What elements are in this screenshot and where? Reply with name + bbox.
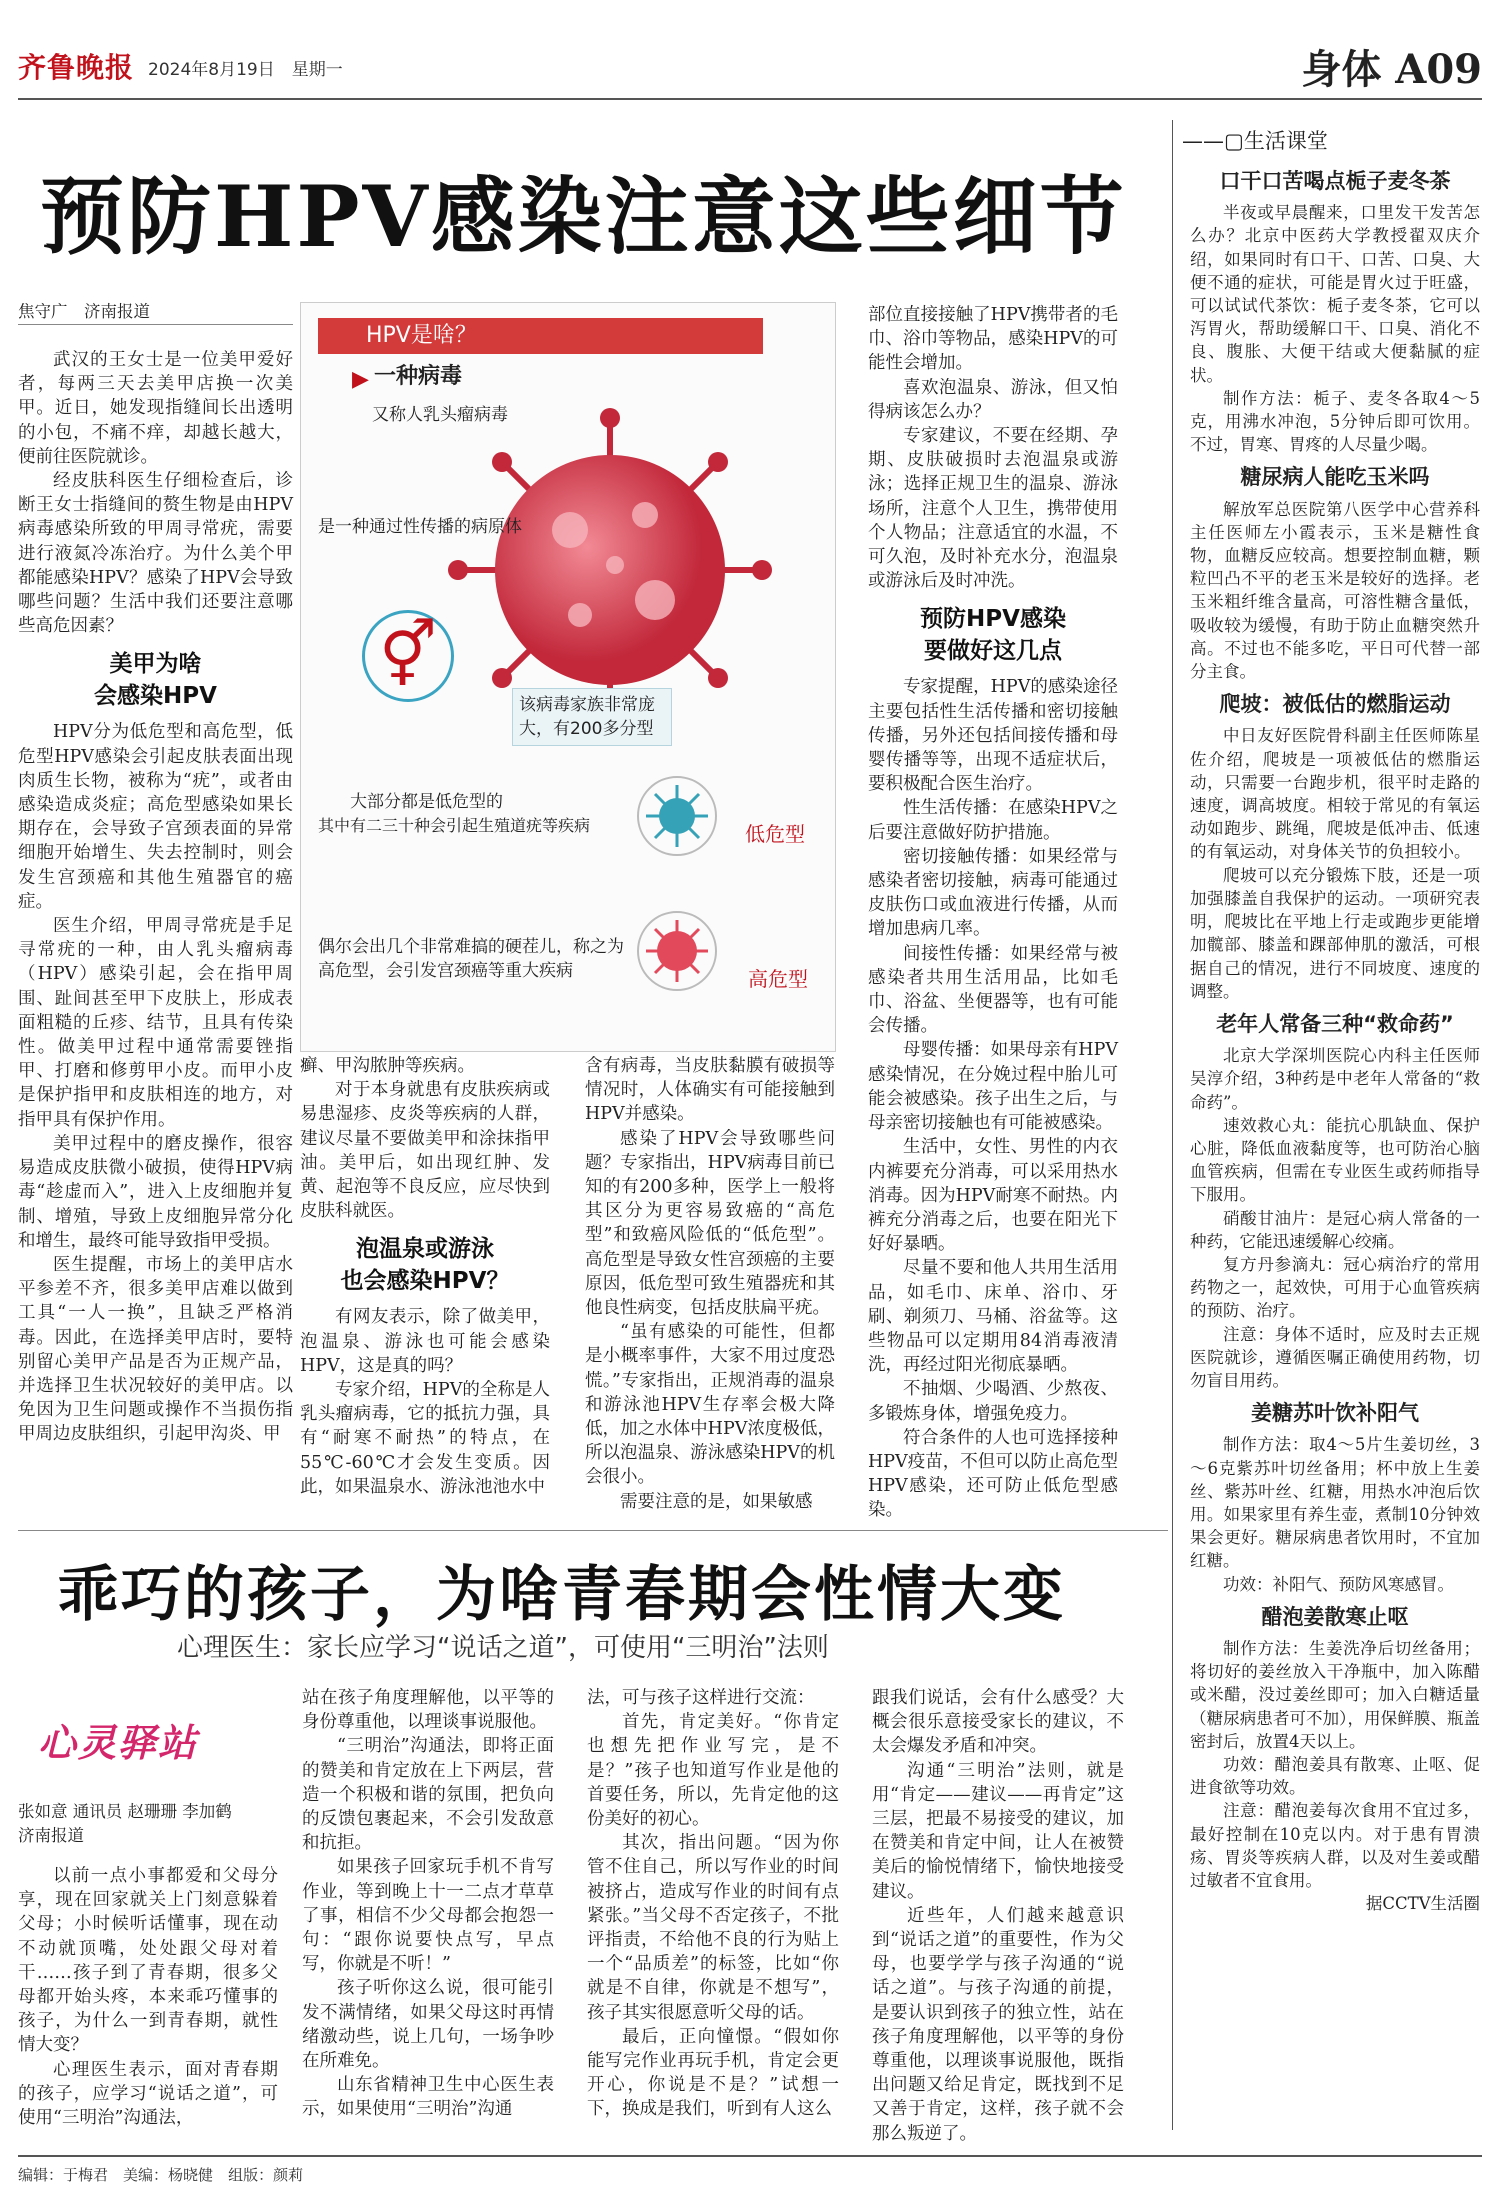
- paragraph: 含有病毒，当皮肤黏膜有破损等情况时，人体确实有可能接触到HPV并感染。: [585, 1056, 835, 1125]
- paragraph: 制作方法：生姜洗净后切丝备用；将切好的姜丝放入干净瓶中，加入陈醋或米醋，没过姜丝即可；加入白糖适量（糖尿病患者可不加），用保鲜膜、瓶盖密封后，放置4天以上。: [1190, 1638, 1480, 1751]
- date: 2024年8月19日: [148, 60, 275, 80]
- infographic-line2: 又称人乳头瘤病毒: [372, 405, 508, 425]
- article1-col4: [868, 303, 1118, 1521]
- sidebar-title: 姜糖苏叶饮补阳气: [1251, 1401, 1419, 1426]
- paragraph: 站在孩子角度理解他，以平等的身份尊重他，以理谈事说服他。: [302, 1688, 554, 1733]
- paragraph: 间接性传播：如果经常与被感染者共用生活用品，比如毛巾、浴盆、坐便器等，也有可能会传播。: [868, 943, 1118, 1037]
- high-risk-label: 高危型: [748, 967, 808, 991]
- paragraph: 解放军总医院第八医学中心营养科主任医师左小霞表示，玉米是糖性食物，血糖反应较高。想要控制血糖，颗粒凹凸不平的老玉米是较好的选择。老玉米粗纤维含量高，可溶性糖含量低，吸收较为缓慢，有助于防止血糖突然升高。不过也不能多吃，平日可代替一部分主食。: [1190, 499, 1480, 682]
- byline-article1: 焦守广 济南报道: [18, 300, 293, 325]
- sidebar-title: 老年人常备三种“救命药”: [1216, 1011, 1454, 1036]
- paragraph: 部位直接接触了HPV携带者的毛巾、浴巾等物品，感染HPV的可能性会增加。: [868, 305, 1118, 374]
- paragraph: 爬坡可以充分锻炼下肢，还是一项加强膝盖自我保护的运动。一项研究表明，爬坡比在平地上行走或跑步更能增加髋部、膝盖和踝部伸肌的激活，可根据自己的情况，进行不同坡度、速度的调整。: [1190, 865, 1480, 1001]
- paragraph: 复方丹参滴丸：冠心病治疗的常用药物之一，起效快，可用于心血管疾病的预防、治疗。: [1190, 1254, 1480, 1321]
- paragraph: 注意：身体不适时，应及时去正规医院就诊，遵循医嘱正确使用药物，切勿盲目用药。: [1190, 1324, 1480, 1390]
- paragraph: 近些年，人们越来越意识到“说话之道”的重要性，作为父母，也要学学与孩子沟通的“说话之道”。与孩子沟通的前提，是要认识到孩子的独立性，站在孩子角度理解他，以平等的身份尊重他，以理谈事说服他，既指出问题又给足肯定，既找到不足又善于肯定，这样，孩子就不会那么叛逆了。: [872, 1905, 1124, 2144]
- paragraph: 速效救心丸：能抗心肌缺血、保护心脏，降低血液黏度等，也可防治心脑血管疾病，但需在专业医生或药师指导下服用。: [1190, 1115, 1480, 1205]
- paragraph: 医生介绍，甲周寻常疣是手足寻常疣的一种，由人乳头瘤病毒（HPV）感染引起，会在指甲周围、趾间甚至甲下皮肤上，形成表面粗糙的丘疹、结节，且具有传染性。做美甲过程中通常需要锉指甲、打磨和修剪甲小皮。而甲小皮是保护指甲和皮肤相连的地方，对指甲具有保护作用。: [18, 916, 293, 1130]
- paragraph: 医生提醒，市场上的美甲店水平参差不齐，很多美甲店难以做到工具“一人一换”，且缺乏严格消毒。因此，在选择美甲店时，要特别留心美甲产品是否为正规产品，并选择卫生状况较好的美甲店。以免因为卫生问题或操作不当损伤指甲周边皮肤组织，引起甲沟炎、甲: [18, 1254, 293, 1445]
- infographic-line7: 偶尔会出几个非常难搞的硬茬儿，称之为高危型，会引发宫颈癌等重大疾病: [318, 937, 624, 981]
- infographic-line1: 一种病毒: [374, 364, 463, 389]
- infographic-title: HPV是啥？: [318, 318, 763, 354]
- sidebar-column-name: ——▢生活课堂: [1182, 129, 1328, 153]
- paragraph: 首先，肯定美好。“你肯定也想先把作业写完，是不是？”孩子也知道写作业是他的首要任务，所以，先肯定他的这份美好的初心。: [587, 1712, 839, 1830]
- paragraph: 符合条件的人也可选择接种HPV疫苗，不但可以防止高危型HPV感染，还可防止低危型感染。: [868, 1427, 1118, 1521]
- paragraph: “三明治”沟通法，即将正面的赞美和肯定放在上下两层，营造一个积极和谐的氛围，把负向的反馈包裹起来，不会引发敌意和抗拒。: [302, 1736, 554, 1854]
- paragraph: 功效：醋泡姜具有散寒、止呕、促进食欲等功效。: [1190, 1755, 1480, 1798]
- paragraph: 专家建议，不要在经期、孕期、皮肤破损时去泡温泉或游泳；选择正规卫生的温泉、游泳场所，注意个人卫生，携带使用个人物品；注意适宜的水温，不可久泡，及时补充水分，泡温泉或游泳后及时冲洗。: [868, 426, 1118, 592]
- paragraph: 有网友表示，除了做美甲，泡温泉、游泳也可能会感染HPV，这是真的吗？: [300, 1307, 550, 1376]
- sidebar-title: 爬坡：被低估的燃脂运动: [1219, 692, 1451, 717]
- subhead-teen: 心理医生：家长应学习“说话之道”，可使用“三明治”法则: [177, 1633, 829, 1663]
- article-separator: [18, 1530, 1168, 1531]
- paragraph: 跟我们说话，会有什么感受？大概会很乐意接受家长的建议，不太会爆发矛盾和冲突。: [872, 1688, 1124, 1757]
- book-icon: ▢: [1224, 129, 1244, 153]
- paragraph: 注意：醋泡姜每次食用不宜过多，最好控制在10克以内。对于患有胃溃疡、胃炎等疾病人群，以及对生姜或醋过敏者不宜食用。: [1190, 1801, 1480, 1891]
- sidebar-title: 口干口苦喝点栀子麦冬茶: [1219, 169, 1451, 193]
- paragraph: 不抽烟、少喝酒、少熬夜、多锻炼身体，增强免疫力。: [868, 1379, 1118, 1424]
- paragraph: 其次，指出问题。“因为你管不住自己，所以写作业的时间被挤占，造成写作业的时间有点紧张。”当父母不否定孩子，不批评指责，不给他不良的行为贴上一个“品质差”的标签，比如“你就是不自律，你就是不想写”，孩子其实很愿意听父母的话。: [587, 1833, 839, 2023]
- paragraph: 最后，正向憧憬。“假如你能写完作业再玩手机，肯定会更开心，你说是不是？”试想一下，换成是我们，听到有人这么: [587, 2026, 839, 2120]
- infographic-line4: 该病毒家族非常庞大，有200多分型: [512, 688, 672, 746]
- gender-icon: ⚥: [362, 610, 454, 702]
- paragraph: 功效：补阳气、预防风寒感冒。: [1223, 1574, 1454, 1594]
- date-line: [148, 55, 343, 80]
- paragraph: 专家提醒，HPV的感染途径主要包括性生活传播和密切接触传播，另外还包括间接传播和母婴传播等等，出现不适症状后，要积极配合医生治疗。: [868, 677, 1118, 795]
- sidebar-title: 糖尿病人能吃玉米吗: [1240, 465, 1430, 490]
- headline-teen: 乖巧的孩子，为啥青春期会性情大变: [58, 1560, 1066, 1630]
- article2-col1: [18, 1864, 278, 2144]
- paragraph: 北京大学深圳医院心内科主任医师吴淳介绍，3种药是中老年人常备的“救命药”。: [1190, 1046, 1480, 1112]
- header-rule: [18, 98, 1482, 100]
- paragraph: 癣、甲沟脓肿等疾病。: [300, 1056, 475, 1076]
- paragraph: 沟通“三明治”法则，就是用“肯定——建议——再肯定”这三层，把最不易接受的建议，加在赞美和肯定中间，让人在被赞美后的愉悦情绪下，愉快地接受建议。: [872, 1760, 1124, 1902]
- paragraph: 硝酸甘油片：是冠心病人常备的一种药，它能迅速缓解心绞痛。: [1190, 1208, 1480, 1251]
- paper-logo: 齐鲁晚报: [18, 51, 135, 84]
- paragraph: 性生活传播：在感染HPV之后要注意做好防护措施。: [868, 798, 1118, 843]
- paragraph: 生活中，女性、男性的内衣内裤要充分消毒，可以采用热水消毒。因为HPV耐寒不耐热。内裤充分消毒之后，也要在阳光下好好暴晒。: [868, 1137, 1118, 1255]
- article1-col2: [300, 1054, 550, 1504]
- triangle-icon: ▶: [352, 367, 369, 392]
- column-logo: 心灵驿站: [38, 1721, 199, 1765]
- paragraph: 中日友好医院骨科副主任医师陈星佐介绍，爬坡是一项被低估的燃脂运动，只需要一台跑步机，很平时走路的速度，调高坡度。相较于常见的有氧运动如跑步、跳绳，爬坡是低冲击、低速的有氧运动，对身体关节的负担较小。: [1190, 726, 1480, 862]
- paragraph: 经皮肤科医生仔细检查后，诊断王女士指缝间的赘生物是由HPV病毒感染所致的甲周寻常疣，需要进行液氮冷冻治疗。为什么美个甲都能感染HPV？感染了HPV会导致哪些问题？生活中我们还要注意哪些高危因素？: [18, 471, 293, 637]
- paragraph: “虽有感染的可能性，但都是小概率事件，大家不用过度恐慌。”专家指出，正规消毒的温泉和游泳池HPV生存率会极大降低，加之水体中HPV浓度极低，所以泡温泉、游泳感染HPV的机会很小。: [585, 1322, 835, 1488]
- paragraph: 尽量不要和他人共用生活用品，如毛巾、床单、浴巾、牙刷、剃须刀、马桶、浴盆等。这些物品可以定期用84消毒液清洗，再经过阳光彻底暴晒。: [868, 1258, 1118, 1376]
- byline-article2: 张如意 通讯员 赵珊珊 李加鹤 济南报道: [18, 1802, 232, 1845]
- paragraph: 以前一点小事都爱和父母分享，现在回家就关上门刻意躲着父母；小时候听话懂事，现在动不动就顶嘴，处处跟父母对着干……孩子到了青春期，很多父母都开始头疼，本来乖巧懂事的孩子，为什么一到青春期，就性情大变？: [18, 1866, 278, 2056]
- paragraph: HPV分为低危型和高危型，低危型HPV感染会引起皮肤表面出现肉质生长物，被称为“疣”，或者由感染造成炎症；高危型感染如果长期存在，会导致子宫颈表面的异常细胞开始增生、失去控制时，则会发生宫颈癌和其他生殖器官的癌症。: [18, 722, 293, 912]
- sidebar-divider: [1172, 120, 1173, 2130]
- paragraph: 心理医生表示，面对青春期的孩子，应学习“说话之道”，可使用“三明治”沟通法，: [18, 2059, 278, 2129]
- subheading: 预防HPV感染 要做好这几点: [920, 606, 1066, 665]
- paragraph: 武汉的王女士是一位美甲爱好者，每两三天去美甲店换一次美甲。近日，她发现指缝间长出透明的小包，不痛不痒，却越长越大，便前往医院就诊。: [18, 350, 293, 467]
- article1-col1: [18, 348, 293, 1508]
- paragraph: 密切接触传播：如果经常与感染者密切接触，病毒可能通过皮肤伤口或血液进行传播，从而增加患病几率。: [868, 846, 1118, 940]
- credit: 据CCTV生活圈: [1365, 1894, 1480, 1914]
- paragraph: 美甲过程中的磨皮操作，很容易造成皮肤微小破损，使得HPV病毒“趁虚而入”，进入上皮细胞并复制、增殖，导致上皮细胞异常分化和增生，最终可能导致指甲受损。: [18, 1133, 293, 1251]
- paragraph: 孩子听你这么说，很可能引发不满情绪，如果父母这时再情绪激动些，说上几句，一场争吵在所难免。: [302, 1978, 554, 2072]
- article1-col3: [585, 1054, 835, 1512]
- paragraph: 制作方法：取4～5片生姜切丝，3～6克紫苏叶切丝备用；杯中放上生姜丝、紫苏叶丝、红糖，用热水冲泡后饮用。如果家里有养生壶，煮制10分钟效果会更好。糖尿病患者饮用时，不宜加红糖。: [1190, 1435, 1480, 1571]
- paragraph: 如果孩子回家玩手机不肯写作业，等到晚上十一二点才草草了事，相信不少父母都会抱怨一句：“跟你说要快点写，早点写，你就是不听！”: [302, 1857, 554, 1975]
- paragraph: 需要注意的是，如果敏感: [620, 1491, 813, 1512]
- footer-credits: 编辑：于梅君 美编：杨晓健 组版：颜莉: [18, 2166, 304, 2184]
- article2-col4: [872, 1686, 1124, 2146]
- low-risk-label: 低危型: [745, 822, 805, 846]
- subheading: 美甲为啥 会感染HPV: [94, 651, 217, 710]
- paragraph: 山东省精神卫生中心医生表示，如果使用“三明治”沟通: [302, 2075, 554, 2120]
- subheading: 泡温泉或游泳 也会感染HPV？: [340, 1236, 510, 1295]
- paragraph: 半夜或早晨醒来，口里发干发苦怎么办？北京中医药大学教授翟双庆介绍，如果同时有口干、口苦、口臭、大便不通的症状，可能是胃火过于旺盛，可以试试代茶饮：栀子麦冬茶，它可以泻胃火，帮助缓解口干、口臭、消化不良、腹胀、大便干结或大便黏腻的症状。: [1190, 203, 1480, 385]
- headline-hpv: 预防HPV感染注意这些细节: [40, 167, 1127, 266]
- sidebar-title: 醋泡姜散寒止呕: [1261, 1604, 1409, 1629]
- paragraph: 母婴传播：如果母亲有HPV感染情况，在分娩过程中胎儿可能会被感染。孩子出生之后，与母亲密切接触也有可能被感染。: [868, 1040, 1118, 1134]
- article2-col2: [302, 1686, 554, 2146]
- paragraph: 专家介绍，HPV的全称是人乳头瘤病毒，它的抵抗力强，具有“耐寒不耐热”的特点，在55℃-60℃才会发生变质。因此，如果温泉水、游泳池池水中: [300, 1380, 550, 1497]
- infographic-line3: 是一种通过性传播的病原体: [318, 517, 522, 537]
- article2-col3: [587, 1686, 839, 2146]
- paragraph: 喜欢泡温泉、游泳，但又怕得病该怎么办？: [868, 377, 1118, 422]
- infographic-line5: 大部分都是低危型的: [350, 792, 503, 812]
- footer-rule: [18, 2155, 1482, 2157]
- section-label: 身体 A09: [1301, 46, 1482, 93]
- paragraph: 对于本身就患有皮肤疾病或易患湿疹、皮炎等疾病的人群，建议尽量不要做美甲和涂抹指甲油。美甲后，如出现红肿、发黄、起泡等不良反应，应尽快到皮肤科就医。: [300, 1080, 550, 1222]
- paragraph: 感染了HPV会导致哪些问题？专家指出，HPV病毒目前已知的有200多种，医学上一般将其区分为更容易致癌的“高危型”和致癌风险低的“低危型”。高危型是导致女性宫颈癌的主要原因，低危型可致生殖器疣和其他良性病变，包括皮肤扁平疣。: [585, 1128, 835, 1319]
- paragraph: 法，可与孩子这样进行交流：: [587, 1688, 815, 1708]
- paragraph: 制作方法：栀子、麦冬各取4～5克，用沸水冲泡，5分钟后即可饮用。不过，胃寒、胃疼的人尽量少喝。: [1190, 388, 1480, 455]
- high-risk-virus-icon: [636, 910, 718, 992]
- sidebar: [1190, 160, 1480, 2135]
- infographic-line6: 其中有二三十种会引起生殖道疣等疾病: [318, 816, 591, 835]
- low-risk-virus-icon: [636, 775, 718, 857]
- weekday: 星期一: [291, 60, 343, 80]
